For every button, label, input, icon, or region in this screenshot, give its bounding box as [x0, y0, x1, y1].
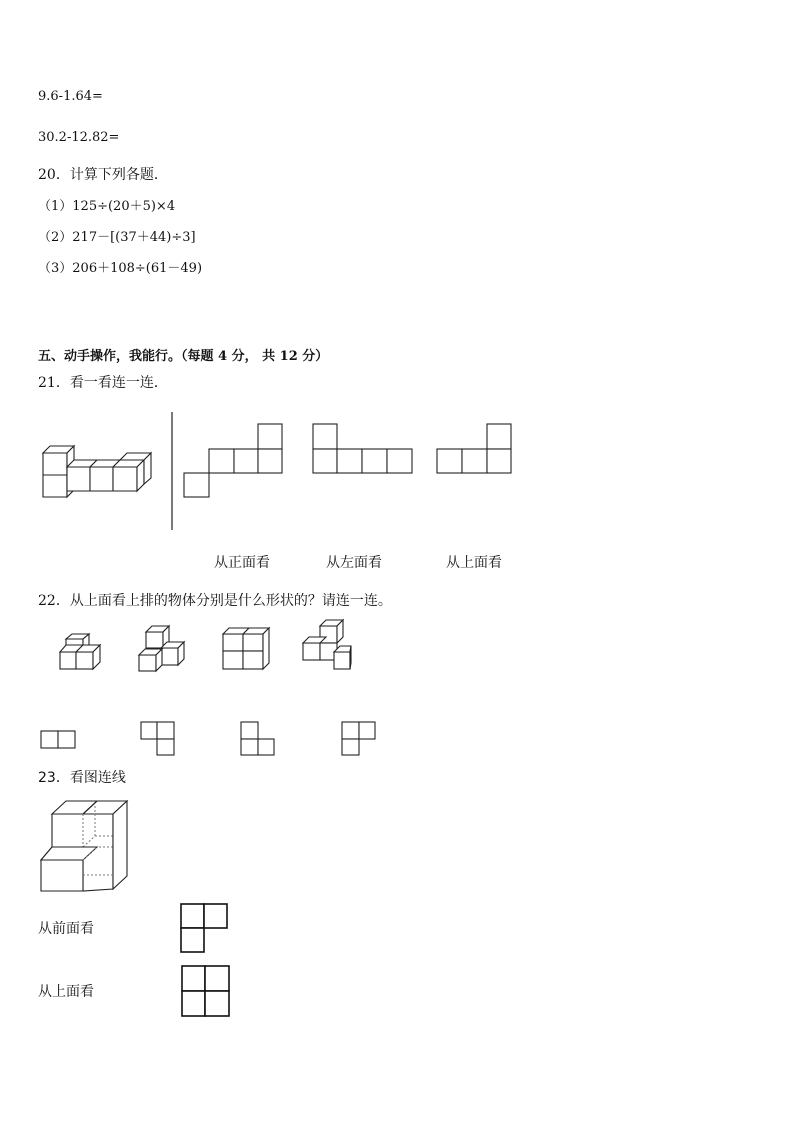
q21-view-label-front: 从正面看	[214, 555, 270, 571]
q21-view-label-top: 从上面看	[446, 555, 502, 571]
q20-item-1: （1）125÷(20＋5)×4	[38, 199, 176, 214]
section-5-heading: 五、动手操作，我能行。（每题 4 分， 共 12 分）	[38, 349, 329, 364]
q23-view-front	[181, 904, 227, 952]
q21-view-label-left: 从左面看	[326, 555, 382, 571]
q20-title: 20．计算下列各题．	[38, 167, 168, 183]
calc-line-2: 30.2-12.82=	[38, 130, 120, 145]
q23-cube-figure	[41, 801, 127, 891]
q20-item-2: （2）217－[(37＋44)÷3]	[38, 230, 196, 245]
q20-item-3: （3）206＋108÷(61－49)	[38, 261, 203, 276]
q21-title: 21．看一看连一连．	[38, 375, 168, 391]
q23-label-front: 从前面看	[38, 921, 94, 937]
q23-view-top	[182, 966, 229, 1016]
q23-title: 23．看图连线	[38, 770, 126, 786]
calc-line-1: 9.6-1.64=	[38, 89, 103, 104]
q22-title: 22．从上面看上排的物体分别是什么形状的？请连一连。	[38, 593, 392, 609]
q23-label-top: 从上面看	[38, 984, 94, 1000]
